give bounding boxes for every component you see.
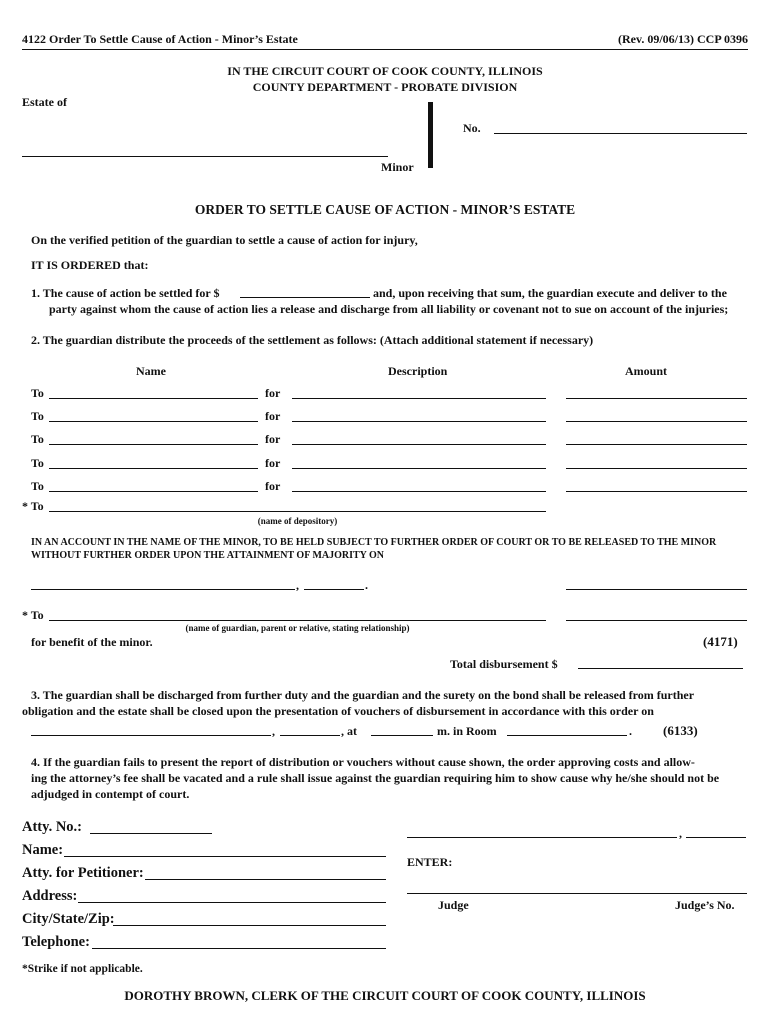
settlement-amount-field[interactable]	[240, 297, 370, 298]
item1-text-end: and, upon receiving that sum, the guardian execute and deliver to the	[373, 286, 727, 300]
row-for-label: for	[265, 386, 281, 400]
recipient-name-field[interactable]	[49, 421, 258, 422]
city-state-zip-field[interactable]	[113, 925, 386, 926]
case-no-label: No.	[463, 121, 481, 135]
atty-name-field[interactable]	[64, 856, 386, 857]
strike-footnote: *Strike if not applicable.	[22, 963, 143, 975]
guardian-caption: (name of guardian, parent or relative, stating relationship)	[185, 623, 410, 633]
atty-for-petitioner-label: Atty. for Petitioner:	[22, 865, 144, 881]
item4-text-line2: ing the attorney’s fee shall be vacated and a rule shall issue against the guardian requiring him to show cause why he/she should not be	[31, 771, 720, 785]
address-label: Address:	[22, 888, 78, 904]
entry-date-comma: ,	[679, 826, 682, 840]
recipient-name-field[interactable]	[49, 444, 258, 445]
description-field[interactable]	[292, 421, 546, 422]
item3-text-line2: obligation and the estate shall be closed upon the presentation of vouchers of disbursement in accordance with this order on	[22, 704, 654, 718]
row-for-label: for	[265, 456, 281, 470]
benefit-text: for benefit of the minor.	[31, 635, 153, 649]
telephone-label: Telephone:	[22, 934, 90, 950]
code-6133: (6133)	[663, 723, 698, 738]
guardian-name-field[interactable]	[49, 620, 546, 621]
description-field[interactable]	[292, 468, 546, 469]
row-to-label: To	[31, 409, 44, 423]
judge-label: Judge	[438, 898, 469, 912]
depository-to-label: * To	[22, 499, 44, 513]
recipient-name-field[interactable]	[49, 491, 258, 492]
item1-text-start: 1. The cause of action be settled for $	[31, 286, 220, 300]
depository-name-field[interactable]	[49, 511, 546, 512]
entry-year-field[interactable]	[686, 837, 746, 838]
guardian-to-label: * To	[22, 608, 44, 622]
row-to-label: To	[31, 479, 44, 493]
depository-amount-field[interactable]	[566, 589, 747, 590]
row-to-label: To	[31, 456, 44, 470]
column-name: Name	[136, 364, 166, 378]
account-text-line1: IN AN ACCOUNT IN THE NAME OF THE MINOR, TO BE HELD SUBJECT TO FURTHER ORDER OF COURT OR TO BE RELEASED TO THE MINOR	[31, 537, 717, 548]
city-state-zip-label: City/State/Zip:	[22, 911, 115, 927]
closing-date-field[interactable]	[31, 735, 271, 736]
majority-date-field[interactable]	[31, 589, 295, 590]
judge-signature-field[interactable]	[407, 893, 747, 894]
total-disbursement-field[interactable]	[578, 668, 743, 669]
amount-field[interactable]	[566, 444, 747, 445]
clerk-footer: DOROTHY BROWN, CLERK OF THE CIRCUIT COURT OF COOK COUNTY, ILLINOIS	[124, 988, 646, 1003]
column-description: Description	[388, 364, 448, 378]
closing-year-field[interactable]	[280, 735, 340, 736]
code-4171: (4171)	[703, 634, 738, 649]
court-department: COUNTY DEPARTMENT - PROBATE DIVISION	[252, 80, 518, 94]
description-field[interactable]	[292, 491, 546, 492]
row-to-label: To	[31, 386, 44, 400]
order-title: ORDER TO SETTLE CAUSE OF ACTION - MINOR’S ESTATE	[194, 202, 576, 217]
room-label: m. in Room	[437, 724, 497, 738]
row-for-label: for	[265, 409, 281, 423]
amount-field[interactable]	[566, 491, 747, 492]
recipient-name-field[interactable]	[49, 398, 258, 399]
item4-text-line1: 4. If the guardian fails to present the report of distribution or vouchers without cause shown, the order approving costs and allow-	[31, 755, 695, 769]
header-rule	[22, 49, 748, 50]
majority-date-comma: ,	[296, 578, 299, 592]
closing-date-comma: ,	[272, 724, 275, 738]
amount-field[interactable]	[566, 421, 747, 422]
form-revision: (Rev. 09/06/13) CCP 0396	[618, 32, 748, 46]
atty-no-label: Atty. No.:	[22, 819, 83, 835]
row-for-label: for	[265, 479, 281, 493]
telephone-field[interactable]	[92, 948, 386, 949]
closing-time-field[interactable]	[371, 735, 433, 736]
estate-of-label: Estate of	[22, 95, 67, 109]
minor-label: Minor	[381, 160, 414, 174]
row-for-label: for	[265, 432, 281, 446]
total-disbursement-label: Total disbursement $	[450, 657, 558, 671]
court-name: IN THE CIRCUIT COURT OF COOK COUNTY, ILLINOIS	[227, 64, 543, 78]
row-to-label: To	[31, 432, 44, 446]
at-label: , at	[341, 724, 357, 738]
recipient-name-field[interactable]	[49, 468, 258, 469]
enter-label: ENTER:	[407, 855, 453, 869]
amount-field[interactable]	[566, 468, 747, 469]
atty-name-label: Name:	[22, 842, 64, 858]
item2-text: 2. The guardian distribute the proceeds of the settlement as follows: (Attach additional statement if necessary)	[31, 333, 594, 347]
case-no-field[interactable]	[494, 133, 747, 134]
account-text-line2: WITHOUT FURTHER ORDER UPON THE ATTAINMENT OF MAJORITY ON	[31, 550, 385, 561]
majority-year-field[interactable]	[304, 589, 364, 590]
atty-for-petitioner-field[interactable]	[145, 879, 386, 880]
item4-text-line3: adjudged in contempt of court.	[31, 787, 190, 801]
closing-period: .	[629, 724, 632, 738]
intro-text: On the verified petition of the guardian to settle a cause of action for injury,	[31, 233, 418, 247]
atty-no-field[interactable]	[90, 833, 212, 834]
item1-text-line2: party against whom the cause of action lies a release and discharge from all liability or covenant not to sue on account of the injuries;	[49, 302, 729, 316]
caption-divider	[428, 102, 433, 168]
depository-caption: (name of depository)	[257, 516, 338, 526]
address-field[interactable]	[78, 902, 386, 903]
ordered-text: IT IS ORDERED that:	[31, 258, 149, 272]
description-field[interactable]	[292, 444, 546, 445]
minor-name-field[interactable]	[22, 156, 388, 157]
judges-no-label: Judge’s No.	[675, 898, 735, 912]
description-field[interactable]	[292, 398, 546, 399]
amount-field[interactable]	[566, 398, 747, 399]
majority-date-period: .	[365, 578, 368, 592]
form-title: 4122 Order To Settle Cause of Action - Minor’s Estate	[22, 32, 298, 46]
room-field[interactable]	[507, 735, 627, 736]
column-amount: Amount	[625, 364, 668, 378]
guardian-amount-field[interactable]	[566, 620, 747, 621]
entry-date-field[interactable]	[407, 837, 677, 838]
item3-text-line1: 3. The guardian shall be discharged from further duty and the guardian and the surety on the bond shall be released from further	[31, 688, 695, 702]
